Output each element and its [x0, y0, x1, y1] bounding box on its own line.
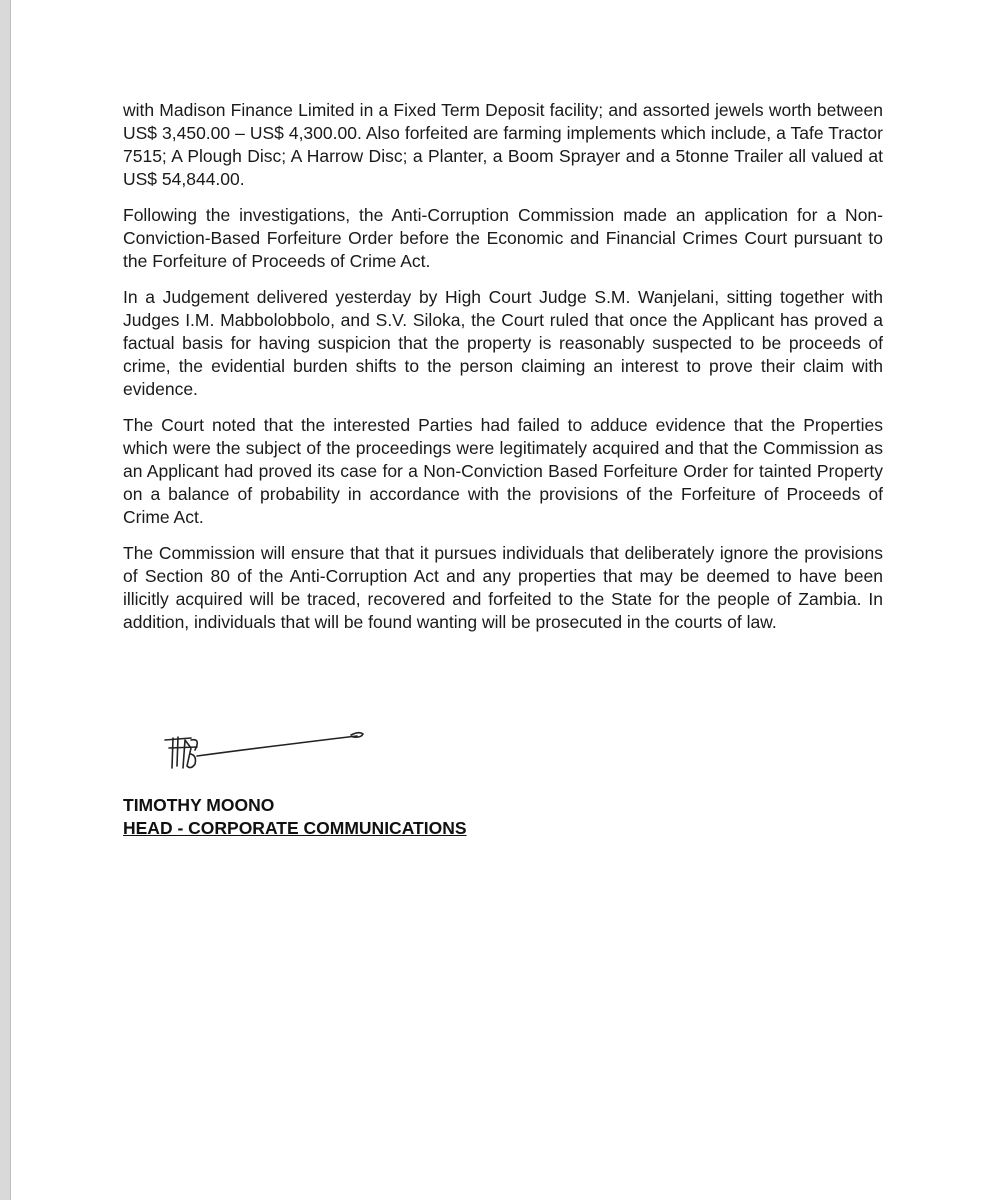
paragraph-court-findings: The Court noted that the interested Parties had failed to adduce evidence that the Properties which were the subject of the proceedings were legitimately acquired and that the Commission as an Applicant had proved its case for a Non-Conviction Based Forfeiture Order for tainted Property on a balance of probability in accordance with the provisions of the Forfeiture of Proceeds of Crime Act.	[123, 415, 883, 527]
handwritten-signature	[161, 718, 381, 788]
document-body	[123, 99, 883, 647]
signatory-name: TIMOTHY MOONO	[123, 795, 275, 815]
signatory-title: HEAD - CORPORATE COMMUNICATIONS	[123, 818, 467, 838]
signatory-block	[123, 794, 467, 840]
paragraph-forfeited-assets: with Madison Finance Limited in a Fixed Term Deposit facility; and assorted jewels worth between US$ 3,450.00 – US$ 4,300.00. Also forfeited are farming implements which include, a Tafe Tractor 7515; A Plough Disc; A Harrow Disc; a Planter, a Boom Sprayer and a 5tonne Trailer all valued at US$ 54,844.00.	[123, 100, 883, 189]
paragraph-judgement: In a Judgement delivered yesterday by High Court Judge S.M. Wanjelani, sitting together with Judges I.M. Mabbolobbolo, and S.V. Siloka, the Court ruled that once the Applicant has proved a factual basis for having suspicion that the property is reasonably suspected to be proceeds of crime, the evidential burden shifts to the person claiming an interest to prove their claim with evidence.	[123, 287, 883, 399]
paragraph-commission-commitment: The Commission will ensure that that it pursues individuals that deliberately ignore the provisions of Section 80 of the Anti-Corruption Act and any properties that may be deemed to have been illicitly acquired will be traced, recovered and forfeited to the State for the people of Zambia. In addition, individuals that will be found wanting will be prosecuted in the courts of law.	[123, 543, 883, 632]
document-page	[10, 0, 995, 1200]
paragraph-application: Following the investigations, the Anti-Corruption Commission made an application for a Non-Conviction-Based Forfeiture Order before the Economic and Financial Crimes Court pursuant to the Forfeiture of Proceeds of Crime Act.	[123, 205, 883, 271]
